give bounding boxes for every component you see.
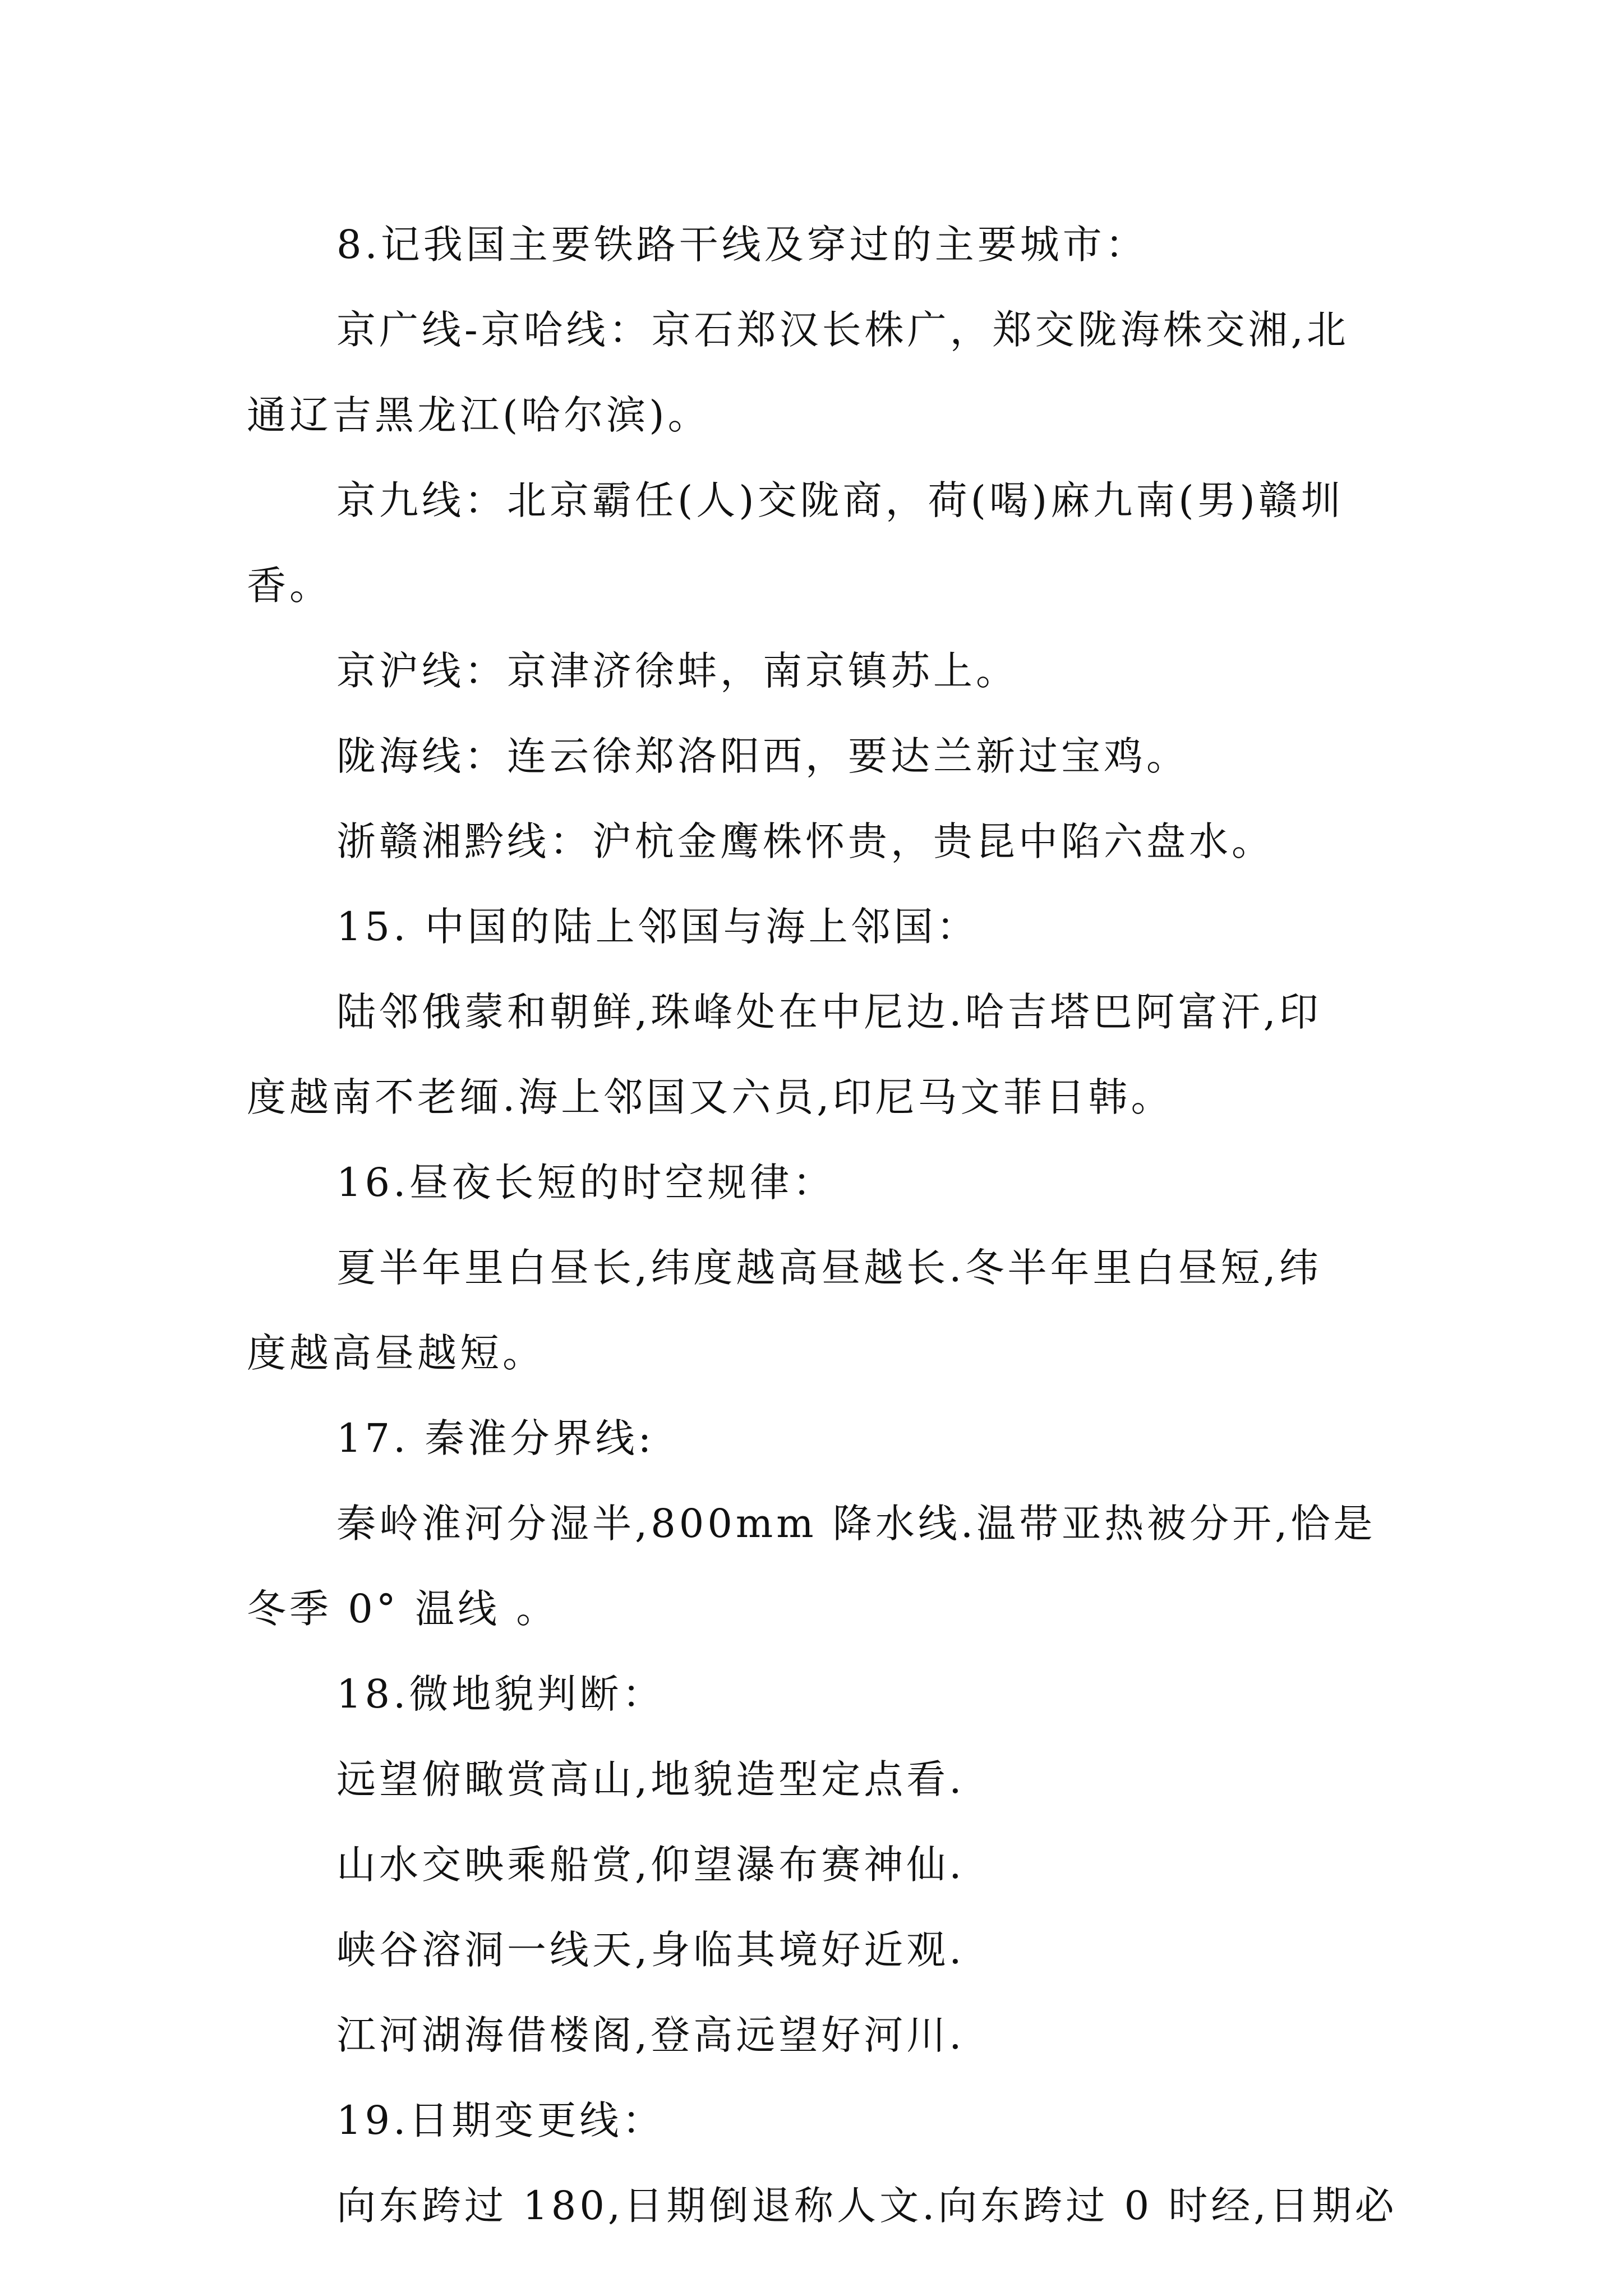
- text-line: 京广线-京哈线：京石郑汉长株广，郑交陇海株交湘,北: [336, 307, 1349, 353]
- text-line: 18.微地貌判断：: [336, 1671, 665, 1717]
- text-line: 通辽吉黑龙江(哈尔滨)。: [247, 392, 711, 438]
- text-line: 峡谷溶洞一线天,身临其境好近观.: [336, 1927, 965, 1973]
- text-line: 冬季 0° 温线 。: [247, 1586, 559, 1632]
- text-line: 京九线：北京霸任(人)交陇商，荷(喝)麻九南(男)赣圳: [336, 477, 1344, 523]
- text-line: 19.日期变更线：: [336, 2097, 665, 2143]
- text-line: 8.记我国主要铁路干线及穿过的主要城市：: [336, 222, 1148, 268]
- text-line: 香。: [247, 563, 332, 609]
- text-line: 秦岭淮河分湿半,800mm 降水线.温带亚热被分开,恰是: [336, 1501, 1376, 1547]
- text-line: 山水交映乘船赏,仰望瀑布赛神仙.: [336, 1842, 965, 1888]
- text-line: 江河湖海借楼阁,登高远望好河川.: [336, 2012, 965, 2058]
- text-line: 京沪线：京津济徐蚌，南京镇苏上。: [336, 648, 1018, 694]
- text-line: 陇海线：连云徐郑洛阳西，要达兰新过宝鸡。: [336, 733, 1189, 779]
- text-line: 度越高昼越短。: [247, 1330, 545, 1376]
- text-line: 向东跨过 180,日期倒退称人文.向东跨过 0 时经,日期必: [336, 2183, 1398, 2229]
- text-line: 浙赣湘黔线：沪杭金鹰株怀贵，贵昆中陷六盘水。: [336, 818, 1274, 864]
- text-line: 17. 秦淮分界线:: [336, 1415, 655, 1461]
- document-page: [247, 202, 1398, 2248]
- text-line: 陆邻俄蒙和朝鲜,珠峰处在中尼边.哈吉塔巴阿富汗,印: [336, 989, 1322, 1035]
- text-line: 夏半年里白昼长,纬度越高昼越长.冬半年里白昼短,纬: [336, 1245, 1322, 1291]
- text-line: 16.昼夜长短的时空规律：: [336, 1159, 836, 1205]
- text-line: 15. 中国的陆上邻国与海上邻国：: [336, 904, 979, 950]
- text-line: 度越南不老缅.海上邻国又六员,印尼马文菲日韩。: [247, 1074, 1174, 1120]
- text-line: 远望俯瞰赏高山,地貌造型定点看.: [336, 1756, 965, 1802]
